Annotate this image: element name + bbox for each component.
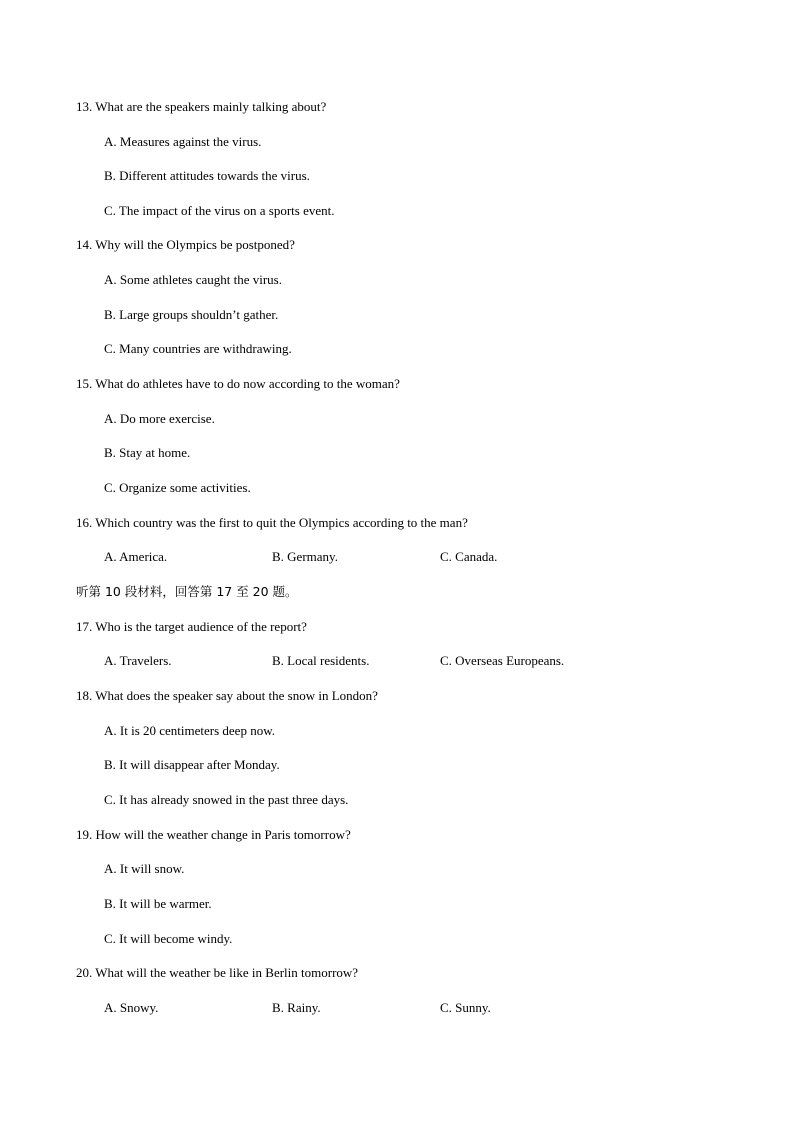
question-16-option-c: C. Canada. [440,549,498,564]
question-20-option-b: B. Rainy. [272,1000,321,1015]
question-17-option-c: C. Overseas Europeans. [440,653,565,668]
question-18-option-a: A. It is 20 centimeters deep now. [104,723,275,738]
question-15-option-c: C. Organize some activities. [104,480,251,495]
question-16-option-a: A. America. [104,549,168,564]
question-14-option-c: C. Many countries are withdrawing. [104,341,292,356]
question-14-option-b: B. Large groups shouldn’t gather. [104,307,279,322]
question-19-option-a: A. It will snow. [104,861,185,876]
question-15-option-a: A. Do more exercise. [104,411,215,426]
question-18-option-c: C. It has already snowed in the past three days. [104,792,349,807]
question-13-option-b: B. Different attitudes towards the virus. [104,168,310,183]
question-13-stem: 13. What are the speakers mainly talking about? [76,99,327,114]
question-17-stem: 17. Who is the target audience of the report? [76,619,307,634]
question-19-stem: 19. How will the weather change in Paris tomorrow? [76,827,351,842]
question-13-option-a: A. Measures against the virus. [104,134,262,149]
question-20-stem: 20. What will the weather be like in Berlin tomorrow? [76,965,359,980]
question-14-option-a: A. Some athletes caught the virus. [104,272,282,287]
question-20-option-a: A. Snowy. [104,1000,159,1015]
question-15-option-b: B. Stay at home. [104,445,191,460]
question-19-option-b: B. It will be warmer. [104,896,212,911]
question-17-option-b: B. Local residents. [272,653,370,668]
question-16-options [104,547,608,567]
question-18-option-b: B. It will disappear after Monday. [104,757,280,772]
question-16-stem: 16. Which country was the first to quit the Olympics according to the man? [76,515,468,530]
question-15-stem: 15. What do athletes have to do now according to the woman? [76,376,400,391]
question-20-option-c: C. Sunny. [440,1000,491,1015]
question-18-stem: 18. What does the speaker say about the snow in London? [76,688,378,703]
section-instruction: 听第 10 段材料，回答第 17 至 20 题。 [76,584,298,599]
question-20-options [104,998,608,1018]
question-19-option-c: C. It will become windy. [104,931,233,946]
question-17-options [104,651,608,671]
question-14-stem: 14. Why will the Olympics be postponed? [76,237,295,252]
question-16-option-b: B. Germany. [272,549,338,564]
question-17-option-a: A. Travelers. [104,653,172,668]
question-13-option-c: C. The impact of the virus on a sports event. [104,203,335,218]
